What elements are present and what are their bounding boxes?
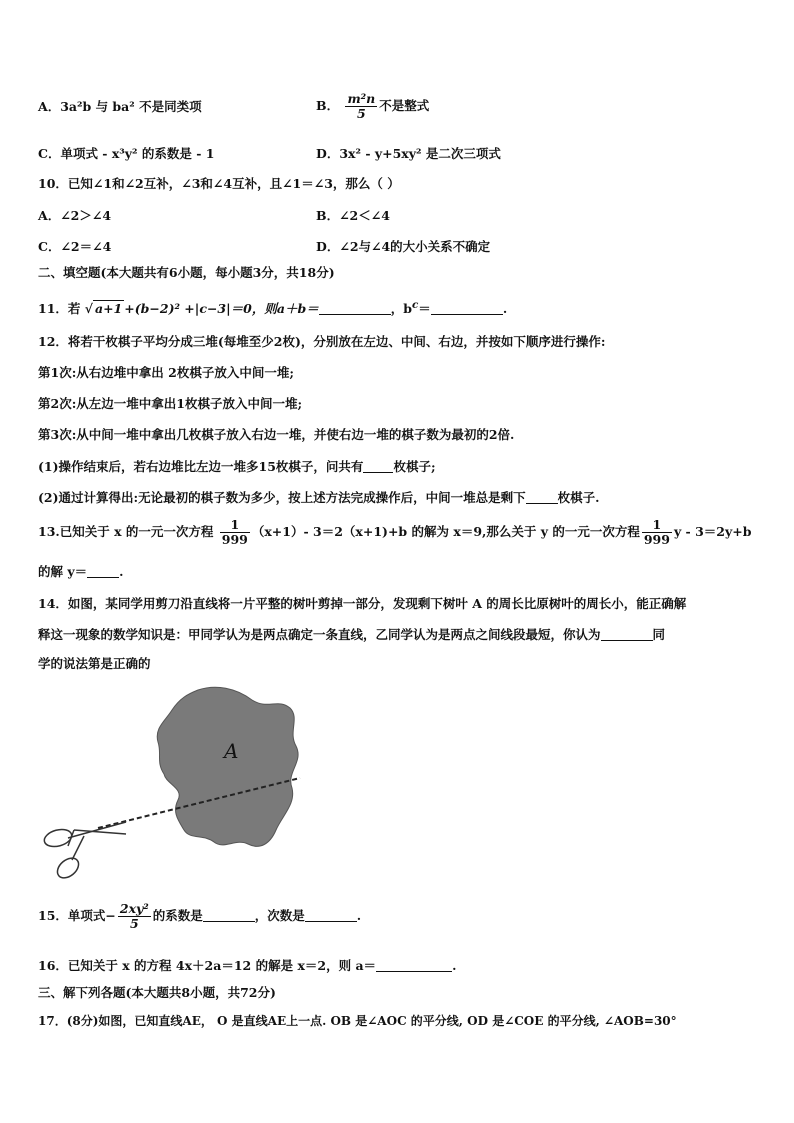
option-b-label: B． <box>316 98 340 113</box>
section-2-heading: 二、填空题(本大题共有6小题，每小题3分，共18分) <box>38 265 335 280</box>
q11-line: 11．若 √ a+1 +(b−2)² +|c−3|＝0，则a＋b＝ ，$b^c=$ . <box>38 299 508 317</box>
q12-part-1: (1)操作结束后，若右边堆比左边一堆多15枚棋子，问共有 枚棋子; <box>38 459 436 474</box>
q14-blank[interactable] <box>601 628 653 641</box>
q12-stem: 12．将若干枚棋子平均分成三堆(每堆至少2枚)，分别放在左边、中间、右边，并按如下顺序进行操作: <box>38 334 606 349</box>
option-c-text: 单项式 - x³y² 的系数是 - 1 <box>60 146 215 161</box>
q10-option-c: C．∠2＝∠4 <box>38 239 112 254</box>
option-b-fraction: $\frac{\text{m²n}}{5}$ <box>347 91 376 121</box>
q13-fraction-1: $\frac{1}{999}$ <box>221 517 248 547</box>
q10-stem: 10．已知∠1和∠2互补，∠3和∠4互补，且∠1＝∠3，那么（ ） <box>38 176 400 191</box>
sqrt-symbol: √ <box>84 301 93 317</box>
option-b-text: 不是整式 <box>379 98 430 113</box>
q15-line: 15．单项式− $\frac{\text{2xy²}}{5}$ 的系数是 ，次数是 . <box>38 901 362 931</box>
scissors-icon <box>42 822 126 882</box>
q12-step-2: 第2次:从左边一堆中拿出1枚棋子放入中间一堆; <box>38 396 303 411</box>
q17-line: 17．(8分)如图，已知直线AE， O 是直线AE上一点. OB 是∠AOC 的平分线, OD 是∠COE 的平分线, ∠AOB=30° <box>38 1014 677 1028</box>
q12-blank-2[interactable] <box>526 491 558 504</box>
q12-step-3: 第3次:从中间一堆中拿出几枚棋子放入右边一堆，并使右边一堆的棋子数为最初的2倍. <box>38 427 515 442</box>
q12-part-2: (2)通过计算得出:无论最初的棋子数为多少，按上述方法完成操作后，中间一堆总是剩下 枚棋子. <box>38 490 600 505</box>
leaf-label: A <box>224 739 239 763</box>
q10-option-d: D．∠2与∠4的大小关系不确定 <box>316 239 491 254</box>
q9-option-b <box>316 92 429 121</box>
q14-line-2: 释这一现象的数学知识是：甲同学认为是两点确定一条直线，乙同学认为是两点之间线段最短，你认为 同 <box>38 627 666 642</box>
q14-line-3: 学的说法第是正确的 <box>38 656 151 671</box>
leaf-scissors-figure <box>38 680 328 890</box>
q13-line-2: 的解 y＝ . <box>38 564 124 579</box>
q9-option-a <box>38 99 202 115</box>
q15-fraction: $\frac{\text{2xy²}}{5}$ <box>119 901 149 931</box>
q16-line: 16．已知关于 x 的方程 4x＋2a＝12 的解是 x＝2，则 a＝ . <box>38 958 457 973</box>
option-a-label: A． <box>38 99 61 114</box>
section-3-heading: 三、解下列各题(本大题共8小题，共72分) <box>38 985 276 1000</box>
q13-line-1: 13.已知关于 x 的一元一次方程 $\frac{1}{999}$ （x+1）- 3＝2（x+1)+b 的解为 x＝9,那么关于 y 的一元一次方程 $\frac{1}{999}$ y - 3＝2y+b <box>38 517 752 547</box>
q13-fraction-2: $\frac{1}{999}$ <box>643 517 670 547</box>
option-a-text: 3a²b 与 ba² 不是同类项 <box>60 99 202 114</box>
q16-blank[interactable] <box>376 959 452 972</box>
option-d-text: 3x² - y+5xy² 是二次三项式 <box>339 146 501 161</box>
q15-blank-2[interactable] <box>305 909 357 922</box>
q12-blank-1[interactable] <box>363 460 393 473</box>
sqrt-body: a+1 <box>94 301 123 317</box>
q10-option-b: B．∠2＜∠4 <box>316 208 390 223</box>
q11-blank-2[interactable] <box>431 302 503 315</box>
q9-option-d: D．3x² - y+5xy² 是二次三项式 <box>316 146 501 161</box>
q13-blank[interactable] <box>87 565 119 578</box>
q14-line-1: 14．如图，某同学用剪刀沿直线将一片平整的树叶剪掉一部分，发现剩下树叶 A 的周长比原树叶的周长小，能正确解 <box>38 596 687 611</box>
leaf-shape <box>157 687 298 846</box>
q9-option-c: C．单项式 - x³y² 的系数是 - 1 <box>38 146 215 161</box>
q11-blank-1[interactable] <box>319 302 391 315</box>
q12-step-1: 第1次:从右边堆中拿出 2枚棋子放入中间一堆; <box>38 365 294 380</box>
q10-option-a: A．∠2＞∠4 <box>38 208 112 223</box>
q15-blank-1[interactable] <box>203 909 255 922</box>
